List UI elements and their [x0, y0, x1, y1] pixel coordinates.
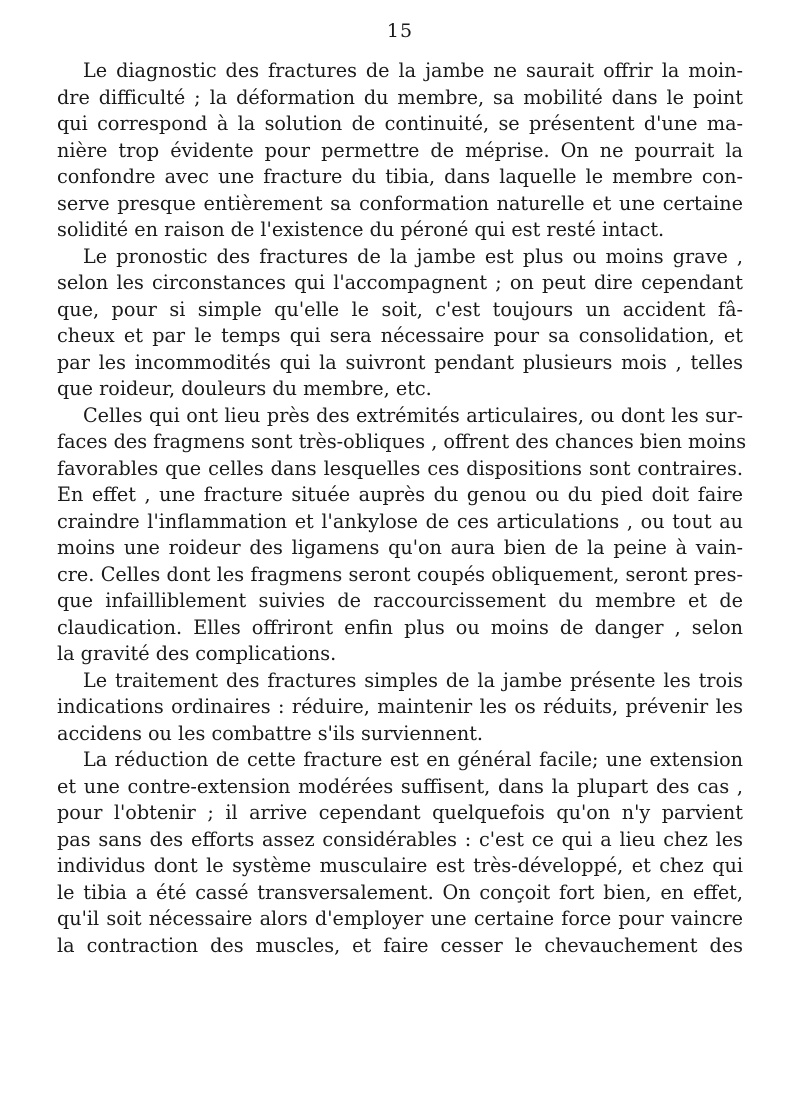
text-line: solidité en raison de l'existence du péroné qui est resté intact.	[57, 218, 665, 241]
text-line: Celles qui ont lieu près des extrémités articulaires, ou dont les sur-	[83, 403, 743, 427]
text-line: claudication. Elles offriront enfin plus ou moins de danger , selon	[57, 615, 743, 639]
text-line: pas sans des efforts assez considérables : c'est ce qui a lieu chez les	[57, 827, 743, 851]
text-line: Le pronostic des fractures de la jambe est plus ou moins grave ,	[83, 244, 743, 268]
text-line: craindre l'inflammation et l'ankylose de ces articulations , ou tout au	[57, 509, 743, 533]
paragraph-pronostic	[57, 244, 743, 403]
text-line: confondre avec une fracture du tibia, dans laquelle le membre con-	[57, 165, 743, 188]
text-line: La réduction de cette fracture est en général facile; une extension	[83, 748, 743, 771]
text-line: cre. Celles dont les fragmens seront coupés obliquement, seront pres-	[57, 562, 743, 586]
text-line: cheux et par le temps qui sera nécessaire pour sa consolidation, et	[57, 324, 743, 347]
text-line: que roideur, douleurs du membre, etc.	[57, 377, 432, 400]
paragraph-extremites	[57, 403, 747, 668]
text-line: la gravité des complications.	[57, 642, 337, 665]
text-line: qui correspond à la solution de continuité, se présentent d'une ma-	[57, 112, 743, 135]
text-line: qu'il soit nécessaire alors d'employer une certaine force pour vaincre	[57, 907, 743, 930]
text-line: En effet , une fracture située auprès du genou ou du pied doit faire	[57, 483, 743, 506]
paragraph-traitement	[57, 668, 743, 748]
text-line: par les incommodités qui la suivront pendant plusieurs mois , telles	[57, 350, 743, 374]
text-line: et une contre-extension modérées suffisent, dans la plupart des cas ,	[57, 774, 743, 798]
text-line: la contraction des muscles, et faire cesser le chevauchement des	[57, 933, 743, 957]
body-text	[57, 58, 747, 959]
text-line: individus dont le système musculaire est très-développé, et chez qui	[57, 854, 743, 877]
text-line: dre difficulté ; la déformation du membre, sa mobilité dans le point	[57, 85, 743, 109]
page-number: 15	[386, 20, 414, 42]
text-line: selon les circonstances qui l'accompagnent ; on peut dire cependant	[57, 271, 743, 294]
text-line: Le traitement des fractures simples de la jambe présente les trois	[83, 668, 743, 692]
text-line: moins une roideur des ligamens qu'on aura bien de la peine à vain-	[57, 536, 743, 559]
paragraph-reduction	[57, 747, 743, 959]
text-line: pour l'obtenir ; il arrive cependant quelquefois qu'on n'y parvient	[57, 801, 743, 824]
text-line: nière trop évidente pour permettre de méprise. On ne pourrait la	[57, 138, 743, 162]
paragraph-diagnostic	[57, 58, 743, 244]
text-line: que, pour si simple qu'elle le soit, c'est toujours un accident fâ-	[57, 297, 743, 321]
text-line: le tibia a été cassé transversalement. On conçoit fort bien, en effet,	[57, 880, 743, 904]
text-line: que infailliblement suivies de raccourcissement du membre et de	[57, 589, 743, 612]
text-line: indications ordinaires : réduire, maintenir les os réduits, prévenir les	[57, 695, 743, 718]
text-line: faces des fragmens sont très-obliques , offrent des chances bien moins	[57, 430, 747, 453]
text-line: Le diagnostic des fractures de la jambe ne saurait offrir la moin-	[83, 59, 743, 82]
text-line: accidens ou les combattre s'ils surviennent.	[57, 721, 484, 745]
text-line: favorables que celles dans lesquelles ces dispositions sont contraires.	[57, 456, 743, 480]
text-line: serve presque entièrement sa conformation naturelle et une certaine	[57, 191, 743, 215]
